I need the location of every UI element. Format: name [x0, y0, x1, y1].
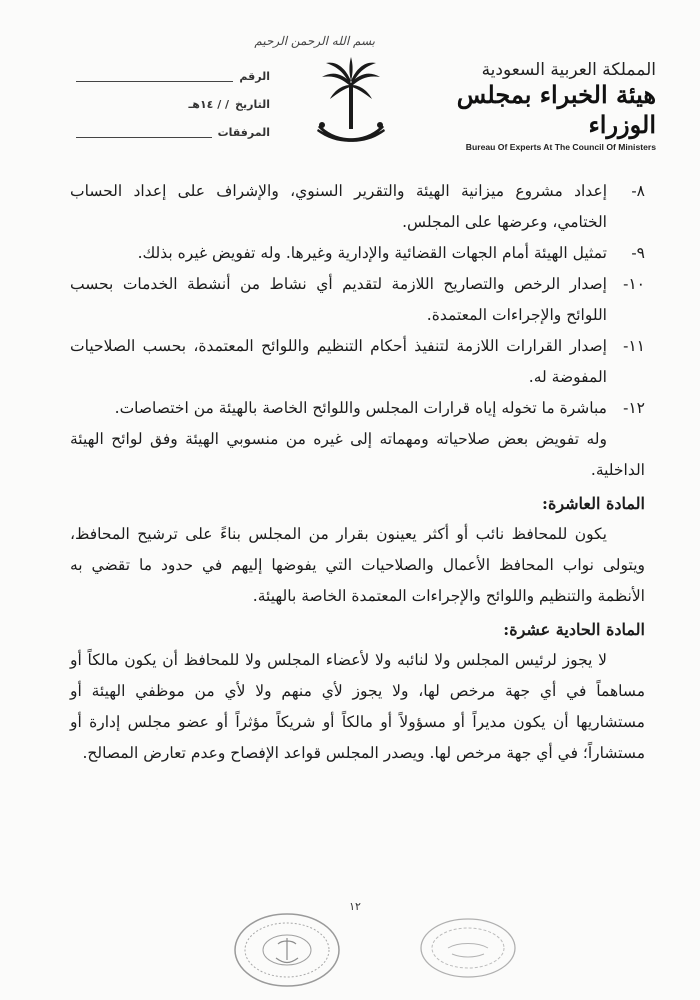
list-item — [70, 393, 645, 424]
palm-swords-emblem-icon — [312, 55, 390, 155]
reference-fields — [70, 62, 270, 146]
attachments-label: المرفقات — [217, 125, 270, 139]
item-text: إصدار القرارات اللازمة لتنفيذ أحكام التنظيم واللوائح المعتمدة، بحسب الصلاحيات المفوضة له. — [70, 337, 607, 386]
date-value: / / ١٤هـ — [188, 97, 230, 111]
item-number: ٨- — [631, 182, 645, 200]
institution-header — [456, 60, 656, 152]
article-10-heading: المادة العاشرة: — [542, 494, 645, 513]
official-seal-icon — [418, 916, 518, 980]
attachments-line — [76, 127, 212, 138]
ref-label: الرقم — [239, 69, 270, 83]
list-item — [70, 238, 645, 269]
ref-line — [76, 71, 233, 82]
ref-row — [70, 62, 270, 90]
article-11-heading: المادة الحادية عشرة: — [503, 620, 645, 639]
basmala: بسم الله الرحمن الرحيم — [254, 34, 375, 48]
document-body — [70, 176, 645, 769]
date-row — [70, 90, 270, 118]
delegation-paragraph: وله تفويض بعض صلاحياته ومهماته إلى غيره من منسوبي الهيئة وفق لوائح الهيئة الداخلية. — [70, 430, 645, 479]
item-text: تمثيل الهيئة أمام الجهات القضائية والإدارية وغيرها. وله تفويض غيره بذلك. — [137, 244, 607, 262]
bureau-arabic-title: هيئة الخبراء بمجلس الوزراء — [456, 80, 656, 139]
article-11-text: لا يجوز لرئيس المجلس ولا لنائبه ولا لأعضاء المجلس ولا للمحافظ أن يكون مالكاً أو مساهماً في أي جهة مرخص لها، ولا يجوز لأي منهم ولا لأي من موظفي الهيئة أو مستشاريها أن يكون مديراً أو مسؤولاً أو مالكاً أو شريكاً مؤثراً أو عضو مجلس إدارة أو مستشاراً؛ في أي جهة مرخص لها. ويصدر المجلس قواعد الإفصاح وعدم تعارض المصالح. — [70, 651, 645, 762]
item-number: ٩- — [631, 244, 645, 262]
item-number: ١٢- — [623, 399, 645, 417]
page-number: ١٢ — [349, 900, 361, 913]
official-seal-icon — [232, 910, 342, 990]
date-label: التاريخ — [235, 97, 270, 111]
bureau-english-title: Bureau Of Experts At The Council Of Ministers — [465, 142, 656, 152]
item-text: إصدار الرخص والتصاريح اللازمة لتقديم أي نشاط من أنشطة الخدمات بحسب اللوائح والإجراءات المعتمدة. — [70, 275, 607, 324]
item-text: إعداد مشروع ميزانية الهيئة والتقرير السنوي، والإشراف على إعداد الحساب الختامي، وعرضها على المجلس. — [70, 182, 607, 231]
item-number: ١١- — [623, 337, 645, 355]
list-item — [70, 269, 645, 331]
attachments-row — [70, 118, 270, 146]
article-10-text: يكون للمحافظ نائب أو أكثر يعينون بقرار من المجلس بناءً على ترشيح المحافظ، ويتولى نواب المحافظ الأعمال والصلاحيات التي يفوضها إليهم في حدود ما تقضي به الأنظمة والتنظيم واللوائح والإجراءات المعتمدة الخاصة بالهيئة. — [70, 525, 645, 605]
list-item — [70, 176, 645, 238]
item-text: مباشرة ما تخوله إياه قرارات المجلس واللوائح الخاصة بالهيئة من اختصاصات. — [114, 399, 607, 417]
item-number: ١٠- — [623, 275, 645, 293]
list-item — [70, 331, 645, 393]
kingdom-title: المملكة العربية السعودية — [481, 60, 656, 80]
